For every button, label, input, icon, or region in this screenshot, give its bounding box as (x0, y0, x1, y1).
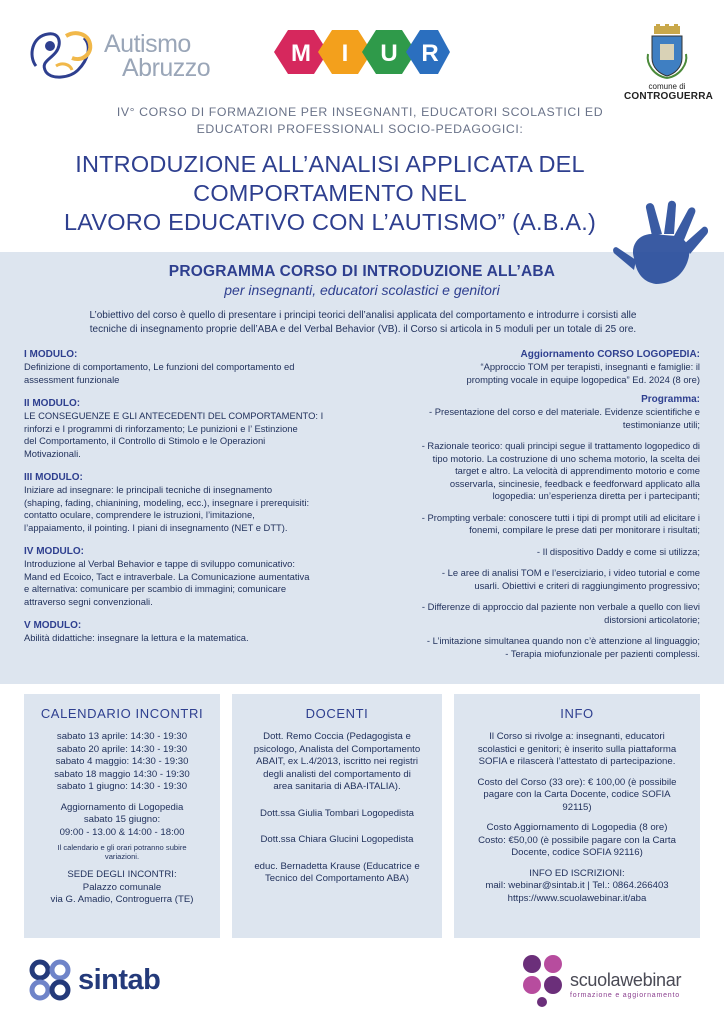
programma-intro (38, 309, 688, 336)
autismo-abruzzo-logo (26, 24, 216, 84)
item-line: osservarla, sincinesie, feedback e feedforward applicato alla (449, 477, 700, 489)
item-line: - Razionale teorico: quali principi segue il trattamento logopedico di (421, 440, 700, 451)
info-line: Costo: €50,00 (è possibile pagare con la Carta (478, 834, 676, 846)
info-contacts[interactable]: mail: webinar@sintab.it | Tel.: 0864.266403 (485, 880, 669, 891)
module-title: III MODULO: (24, 472, 83, 483)
miur-letter-m: M (291, 40, 311, 67)
scuolawebinar-wordmark: scuolawebinar (570, 970, 682, 990)
main-title (20, 150, 640, 237)
miur-letter-r: R (421, 40, 439, 67)
aggiornamento-line: 09:00 - 13.00 & 14:00 - 18:00 (59, 826, 185, 838)
sintab-logo (26, 952, 196, 1008)
calendario-title: CALENDARIO INCONTRI (40, 706, 204, 721)
calendario-note: variazioni. (104, 852, 140, 861)
module-3 (24, 471, 364, 534)
miur-letter-u: U (380, 40, 398, 67)
module-text: del Comportamento, il Controllo di Stimolo e le Operazioni (24, 435, 266, 446)
comune-name: CONTROGUERRA (624, 91, 714, 102)
programma-item (376, 406, 700, 431)
autismo-logo-line1: Autismo (104, 30, 191, 58)
course-subtitle (100, 104, 620, 138)
programma-item (376, 567, 700, 592)
autismo-logo-mark-icon (26, 26, 98, 82)
item-line: - L’imitazione simultanea quando non c’è attenzione al linguaggio; (426, 635, 700, 646)
info-line: Costo del Corso (33 ore): € 100,00 (è possibile (477, 776, 677, 788)
hand-print-icon (612, 200, 708, 300)
item-line: tipo motorio. La costruzione di uno schema motorio, la scelta dei (432, 452, 700, 464)
aggiornamento-line: “Approccio TOM per terapisti, insegnanti e famiglie: il (480, 361, 700, 372)
module-4 (24, 545, 364, 608)
module-text: contatto oculare, comprendere le istruzioni, l’imitazione, (24, 509, 255, 520)
programma-item (376, 601, 700, 626)
logopedia-column (376, 348, 700, 669)
docente-line: Tecnico del Comportamento ABA) (265, 873, 409, 884)
miur-letter-i: I (341, 40, 349, 67)
module-text: Abilità didattiche: insegnare la lettura e la matematica. (24, 632, 249, 643)
module-text: Definizione di comportamento, Le funzioni del comportamento ed (24, 361, 295, 372)
programma-item (376, 635, 700, 660)
docente-line: degli analisti del comportamento di (263, 768, 411, 780)
info-box (454, 694, 700, 938)
module-text: e alternativa: comunicare per scambio di immagini; comunicare (24, 583, 287, 594)
module-text: LE CONSEGUENZE E GLI ANTECEDENTI DEL COMPORTAMENTO: I (24, 410, 324, 421)
module-text: (shaping, fading, chianining, modeling, ecc.), insegnare i prerequisiti: (24, 496, 310, 508)
autismo-logo-line2: Abruzzo (122, 54, 211, 82)
info-line: pagare con la Carta Docente, codice SOFIA (483, 789, 671, 800)
programma-item (376, 512, 700, 537)
module-text: l’appaiamento, il pointing. I piani di insegnamento (NET e DTT). (24, 521, 288, 533)
main-title-line1: INTRODUZIONE ALL’ANALISI APPLICATA DEL (75, 151, 585, 177)
module-title: I MODULO: (24, 349, 78, 360)
item-line: - Il dispositivo Daddy e come si utilizza; (536, 545, 700, 557)
docente-line: educ. Bernadetta Krause (Educatrice e (254, 860, 420, 872)
item-line: - Le aree di analisi TOM e l’eserciziario, i video tutorial e come (441, 567, 700, 578)
comune-logo (624, 24, 714, 110)
calendario-date: sabato 20 aprile: 14:30 - 19:30 (56, 743, 188, 755)
sede-line: SEDE DEGLI INCONTRI: (67, 869, 177, 880)
module-text: Mand ed Ecoico, Tact e intraverbale. La Comunicazione aumentativa (24, 570, 310, 582)
aggiornamento-line: prompting vocale in equipe logopedica” Ed. 2024 (8 ore) (466, 373, 700, 385)
aggiornamento-line: sabato 15 giugno: (83, 814, 161, 825)
sintab-wordmark: sintab (78, 964, 161, 996)
calendario-box (24, 694, 220, 938)
module-1 (24, 348, 364, 386)
intro-line: tecniche di insegnamento proprie dell’ABA e del Verbal Behavior (VB). il Corso si articola in 5 moduli per un totale di 25 ore. (89, 323, 637, 335)
docenti-title: DOCENTI (305, 706, 369, 721)
main-title-line2: COMPORTAMENTO NEL (193, 180, 467, 206)
comune-label: comune di (648, 82, 686, 91)
docente-line: area sanitaria di ABA-ITALIA). (273, 781, 401, 792)
item-line: - Differenze di approccio dal paziente non verbale a quello con lievi (421, 601, 700, 612)
aggiornamento-title: Aggiornamento CORSO LOGOPEDIA: (520, 349, 700, 360)
info-iscrizioni-label: INFO ED ISCRIZIONI: (529, 867, 625, 879)
module-text: assessment funzionale (24, 373, 120, 385)
modules-column (24, 348, 364, 656)
programma-item (376, 546, 700, 559)
item-line: testimonianze utili; (622, 418, 700, 430)
aggiornamento-subtitle (376, 361, 700, 386)
course-subtitle-line2: EDUCATORI PROFESSIONALI SOCIO-PEDAGOGICI: (196, 122, 524, 136)
calendario-note: Il calendario e gli orari potranno subire (57, 843, 187, 852)
sede-line: via G. Amadio, Controguerra (TE) (50, 894, 194, 905)
module-title: IV MODULO: (24, 546, 84, 557)
info-boxes (0, 694, 724, 944)
programma-panel (0, 252, 724, 684)
module-5 (24, 619, 364, 645)
info-line: scolastici e genitori; è inserito sulla piattaforma (477, 743, 677, 755)
programma-title: PROGRAMMA CORSO DI INTRODUZIONE ALL’ABA (168, 263, 556, 280)
calendario-date: sabato 4 maggio: 14:30 - 19:30 (55, 756, 189, 767)
scuolawebinar-logo (518, 948, 708, 1012)
item-line: logopedia: un’esperienza diretta per i partecipanti; (492, 490, 700, 501)
scuolawebinar-tagline: formazione e aggiornamento (570, 992, 680, 999)
module-2 (24, 397, 364, 460)
programma-subtitle: per insegnanti, educatori scolastici e genitori (224, 282, 500, 298)
module-text: rinforzi e I programmi di rinforzamento; Le punizioni e l’ Estinzione (24, 422, 298, 434)
aggiornamento-line: Aggiornamento di Logopedia (60, 801, 184, 813)
module-text: Motivazionali. (24, 447, 81, 459)
item-line: - Prompting verbale: conoscere tutti i tipi di prompt utili ad elicitare i (421, 511, 700, 523)
scuolawebinar-mark-icon (518, 952, 568, 1008)
item-line: distorsioni articolatorie; (604, 613, 700, 625)
main-title-line3: LAVORO EDUCATIVO CON L’AUTISMO” (A.B.A.) (63, 209, 597, 235)
calendario-date: sabato 13 aprile: 14:30 - 19:30 (56, 731, 188, 742)
info-line: Il Corso si rivolge a: insegnanti, educatori (489, 731, 665, 742)
docente-line: Dott.ssa Chiara Glucini Logopedista (260, 834, 414, 845)
info-title: INFO (560, 706, 594, 721)
module-title: V MODULO: (24, 620, 82, 631)
coat-of-arms-icon (644, 24, 690, 80)
sede-line: Palazzo comunale (82, 881, 162, 893)
module-title: II MODULO: (24, 398, 81, 409)
item-line: usarli. Obiettivi e criteri di raggiungimento progressivo; (474, 579, 700, 591)
docente-line: ABAIT, ex L.4/2013, iscritto nei registri (255, 756, 419, 767)
module-text: attraverso segni convenzionali. (24, 595, 153, 607)
docente-line: psicologo, Analista del Comportamento (253, 743, 421, 755)
info-line: Costo Aggiornamento di Logopedia (8 ore) (486, 822, 668, 833)
docente-line: Dott. Remo Coccia (Pedagogista e (263, 731, 411, 742)
programma-item (376, 440, 700, 503)
course-subtitle-line1: IV° CORSO DI FORMAZIONE PER INSEGNANTI, EDUCATORI SCOLASTICI ED (116, 105, 604, 119)
info-line: 92115) (562, 801, 592, 813)
docente-line: Dott.ssa Giulia Tombari Logopedista (260, 807, 414, 819)
module-text: Introduzione al Verbal Behavior e tappe di sviluppo comunicativo: (24, 558, 295, 569)
miur-logo (270, 26, 454, 78)
item-line: - Presentazione del corso e del materiale. Evidenze scientifiche e (429, 406, 700, 417)
programma-label: Programma: (641, 394, 700, 405)
docenti-box (232, 694, 442, 938)
info-website-link[interactable]: https://www.scuolawebinar.it/aba (507, 892, 647, 904)
calendario-date: sabato 1 giugno: 14:30 - 19:30 (56, 781, 188, 792)
footer (0, 944, 724, 1024)
module-text: Iniziare ad insegnare: le principali tecniche di insegnamento (24, 484, 273, 495)
info-line: Docente, codice SOFIA 92116) (511, 847, 643, 858)
info-line: SOFIA e rilascerà l’attestato di partecipazione. (478, 756, 676, 767)
item-line: - Terapia miofunzionale per pazienti complessi. (505, 647, 700, 659)
sintab-mark-icon (26, 958, 76, 1008)
item-line: target e altro. La velocità di apprendimento motorio e come (455, 465, 700, 476)
intro-line: L’obiettivo del corso è quello di presentare i principi teorici dell’analisi applicata del comportamento e introdurre i corsisti alle (89, 310, 637, 321)
item-line: fonemi, compilare le prese dati per monitorare i risultati; (469, 524, 700, 535)
calendario-date: sabato 18 maggio 14:30 - 19:30 (54, 768, 190, 780)
